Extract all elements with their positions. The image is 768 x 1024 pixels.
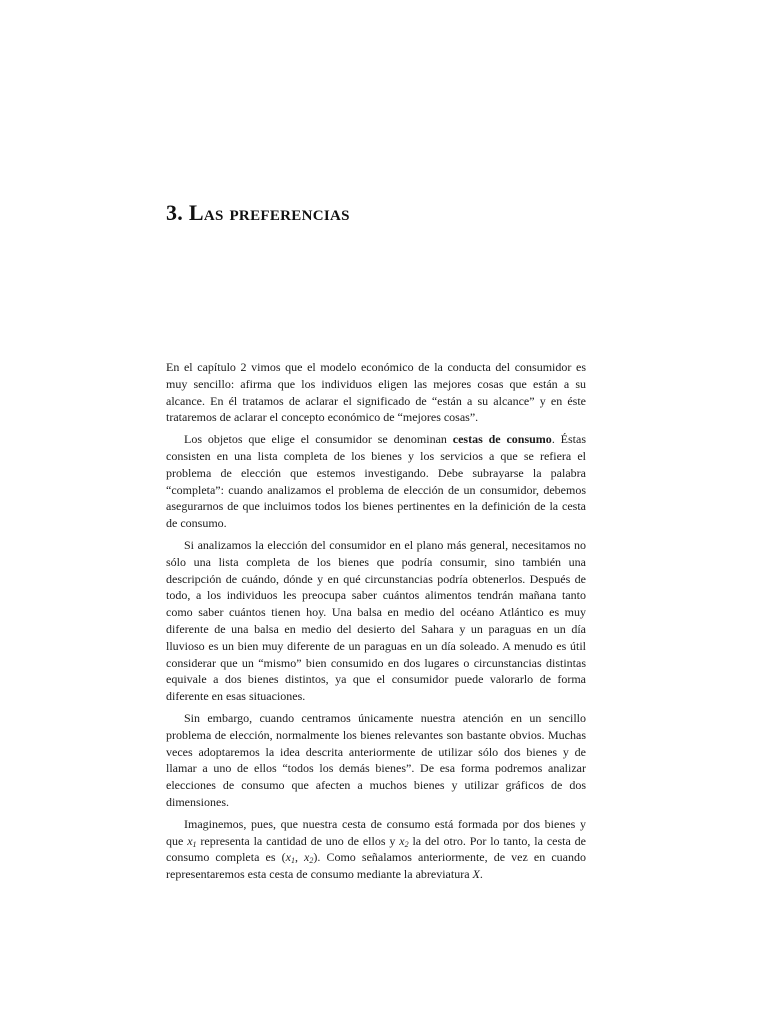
paragraph-1: En el capítulo 2 vimos que el modelo económico de la conducta del consumidor es muy sencillo: afirma que los individuos eligen las mejores cosas que están a su alcance. En él tratamos de aclarar el significado de “están a su alcance” y en éste trataremos de aclarar el concepto económico de “mejores cosas”. [166,360,586,425]
paragraph-4: Sin embargo, cuando centramos únicamente nuestra atención en un sencillo problema de elección, normalmente los bienes relevantes son bastante obvios. Muchas veces adoptaremos la idea descrita anteriormente de utilizar sólo dos bienes y de llamar a uno de ellos “todos los demás bienes”. De esa forma podremos analizar elecciones de consumo que afecten a muchos bienes y utilizar gráficos de dos dimensiones. [166,710,586,809]
var-x2-subscript: 2 [404,839,409,849]
bundle-x1 [286,850,295,864]
paragraph-5-text-c: la del otro. Por lo tanto, la cesta de consumo completa es ( [166,833,586,865]
paragraph-3: Si analizamos la elección del consumidor en el plano más general, necesitamos no sólo una lista completa de los bienes que podría consumir, sino también una descripción de cuándo, dónde y en qué circunstancias podría obtenerlos. Después de todo, a los individuos les preocupa saber cuántos alimentos tendrán mañana tanto como saber cuántos tienen hoy. Una balsa en medio del océano Atlántico es muy diferente de una balsa en medio del desierto del Sahara y un paraguas en un día lluvioso es un bien muy diferente de un paraguas en un día soleado. A menudo es útil considerar que un “mismo” bien consumido en dos lugares o circunstancias distintas equivale a dos bienes distintos, ya que el consumidor puede valorarlo de forma diferente en esas situaciones. [166,537,586,704]
chapter-number: 3. [166,200,184,225]
var-x1-letter: x [187,833,193,848]
paragraph-2 [166,431,586,532]
bundle-abbrev-x: X [472,867,480,882]
chapter-title-text: Las preferencias [188,200,350,225]
chapter-body [166,359,586,888]
bundle-comma: , [294,850,305,865]
var-x1 [187,834,196,848]
var-x1-subscript: 1 [192,839,197,849]
chapter-title [166,196,606,230]
var-x2-letter: x [399,833,405,848]
bundle-x2-letter: x [304,850,310,865]
var-x2 [399,834,408,848]
paragraph-5 [166,816,586,883]
paragraph-5-text-d: ). Como señalamos anteriormente, de vez en cuando representaremos esta cesta de consumo mediante la abreviatura [166,850,586,882]
paragraph-5-text-b: representa la cantidad de uno de ellos y [196,833,400,848]
term-cestas-de-consumo: cestas de consumo [452,432,552,447]
bundle-x2-subscript: 2 [309,856,314,866]
bundle-x1-letter: x [285,850,291,865]
bundle-x2 [304,850,313,864]
paragraph-2-text-a: Los objetos que elige el consumidor se denominan [184,432,453,447]
bundle-x1-subscript: 1 [290,856,295,866]
paragraph-2-text-b: . Éstas consisten en una lista completa de los bienes y los servicios a que se refiera el problema de elección que estemos investigando. Debe subrayarse la palabra “completa”: cuando analizamos el problema de elección de un consumidor, debemos asegurarnos de que incluimos todos los bienes pertinentes en la definición de la cesta de consumo. [166,432,586,531]
paragraph-5-end: . [479,867,483,882]
paragraph-5-text-a: Imaginemos, pues, que nuestra cesta de consumo está formada por dos bienes y que [166,816,586,848]
